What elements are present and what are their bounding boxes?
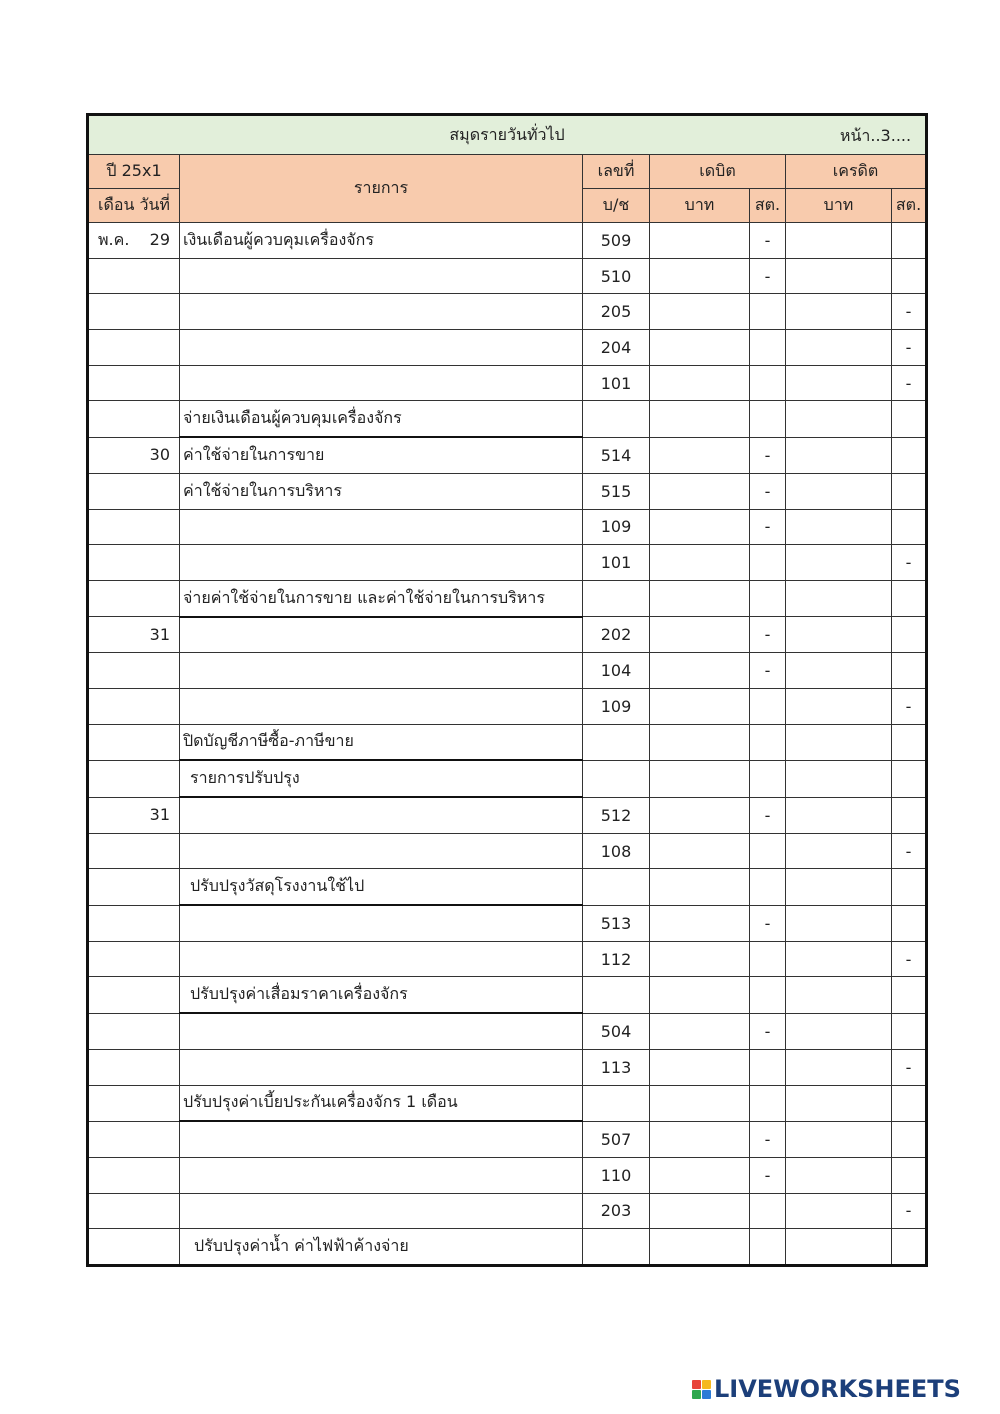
description-cell <box>180 688 583 724</box>
liveworksheets-logo <box>692 1375 961 1403</box>
credit-satang-cell: - <box>892 365 927 401</box>
account-ref-cell: 504 <box>583 1013 650 1049</box>
debit-baht-cell[interactable] <box>650 869 750 905</box>
brand-name: LIVEWORKSHEETS <box>714 1375 961 1403</box>
date-cell <box>88 869 180 905</box>
credit-satang-cell <box>892 258 927 294</box>
account-ref-cell: 109 <box>583 509 650 545</box>
credit-satang-cell <box>892 797 927 833</box>
account-ref-cell: 110 <box>583 1157 650 1193</box>
debit-baht-cell[interactable] <box>650 617 750 653</box>
debit-baht-cell[interactable] <box>650 294 750 330</box>
credit-header: เครดิต <box>786 155 927 189</box>
debit-satang-cell <box>750 1229 786 1266</box>
journal-row <box>88 941 927 977</box>
debit-baht-cell[interactable] <box>650 258 750 294</box>
credit-satang-cell <box>892 617 927 653</box>
date-cell <box>88 437 180 473</box>
debit-satang-cell <box>750 330 786 366</box>
credit-satang-cell <box>892 509 927 545</box>
debit-satang-cell <box>750 580 786 616</box>
debit-satang-cell <box>750 1049 786 1085</box>
debit-satang-cell <box>750 760 786 797</box>
date-cell <box>88 545 180 581</box>
credit-satang-cell: - <box>892 833 927 869</box>
credit-baht-cell[interactable] <box>786 258 892 294</box>
account-ref-cell <box>583 977 650 1013</box>
credit-satang-cell <box>892 1121 927 1157</box>
debit-baht-cell[interactable] <box>650 1157 750 1193</box>
debit-baht-cell[interactable] <box>650 724 750 760</box>
credit-baht-cell[interactable] <box>786 724 892 760</box>
credit-satang-cell <box>892 760 927 797</box>
credit-satang-cell <box>892 401 927 437</box>
account-ref-cell: 510 <box>583 258 650 294</box>
debit-satang-cell <box>750 941 786 977</box>
debit-baht-cell[interactable] <box>650 653 750 689</box>
description-cell <box>180 653 583 689</box>
journal-row <box>88 401 927 437</box>
credit-baht-cell[interactable] <box>786 617 892 653</box>
date-cell <box>88 617 180 653</box>
credit-baht-cell[interactable] <box>786 509 892 545</box>
account-ref-cell <box>583 724 650 760</box>
description-cell <box>180 833 583 869</box>
debit-satang-cell: - <box>750 905 786 941</box>
account-ref-cell <box>583 1085 650 1121</box>
description-cell: จ่ายค่าใช้จ่ายในการขาย และค่าใช้จ่ายในการบริหาร <box>180 580 583 616</box>
journal-row <box>88 653 927 689</box>
journal-row <box>88 365 927 401</box>
credit-satang-cell <box>892 905 927 941</box>
month: พ.ค. <box>98 230 130 250</box>
credit-baht-cell[interactable] <box>786 797 892 833</box>
debit-baht-cell[interactable] <box>650 365 750 401</box>
debit-baht-cell[interactable] <box>650 1121 750 1157</box>
journal-row <box>88 905 927 941</box>
credit-satang-cell <box>892 1157 927 1193</box>
description-cell <box>180 509 583 545</box>
journal-row <box>88 1229 927 1266</box>
account-ref-cell: 202 <box>583 617 650 653</box>
debit-satang-cell <box>750 977 786 1013</box>
journal-body <box>88 223 927 1266</box>
credit-baht-cell[interactable] <box>786 1013 892 1049</box>
credit-baht-cell[interactable] <box>786 1229 892 1266</box>
account-ref-cell <box>583 1229 650 1266</box>
date-cell <box>88 473 180 509</box>
date-cell <box>88 941 180 977</box>
debit-satang-cell <box>750 724 786 760</box>
journal-row <box>88 688 927 724</box>
debit-satang-cell: - <box>750 1157 786 1193</box>
debit-satang-cell <box>750 545 786 581</box>
debit-satang-header: สต. <box>750 189 786 223</box>
date-cell <box>88 1013 180 1049</box>
description-cell: ปรับปรุงค่าน้ำ ค่าไฟฟ้าค้างจ่าย <box>180 1229 583 1266</box>
date-cell <box>88 1121 180 1157</box>
debit-satang-cell: - <box>750 1013 786 1049</box>
debit-satang-cell: - <box>750 509 786 545</box>
day: 30 <box>149 445 170 465</box>
date-cell <box>88 258 180 294</box>
account-ref-cell <box>583 580 650 616</box>
credit-baht-cell[interactable] <box>786 688 892 724</box>
credit-satang-cell: - <box>892 1193 927 1229</box>
credit-baht-cell[interactable] <box>786 365 892 401</box>
date-cell <box>88 330 180 366</box>
day: 31 <box>149 805 170 825</box>
description-cell <box>180 797 583 833</box>
date-cell <box>88 1193 180 1229</box>
journal-row <box>88 223 927 259</box>
credit-satang-cell <box>892 223 927 259</box>
description-cell <box>180 365 583 401</box>
journal-row <box>88 760 927 797</box>
journal-row <box>88 258 927 294</box>
credit-baht-cell[interactable] <box>786 941 892 977</box>
account-ref-cell: 104 <box>583 653 650 689</box>
account-ref-cell: 509 <box>583 223 650 259</box>
credit-satang-cell <box>892 580 927 616</box>
debit-satang-cell <box>750 401 786 437</box>
credit-baht-cell[interactable] <box>786 545 892 581</box>
description-cell: ปิดบัญชีภาษีซื้อ-ภาษีขาย <box>180 724 583 760</box>
credit-satang-cell: - <box>892 330 927 366</box>
journal-row <box>88 724 927 760</box>
description-cell <box>180 1157 583 1193</box>
account-ref-cell: 515 <box>583 473 650 509</box>
credit-baht-cell[interactable] <box>786 833 892 869</box>
debit-baht-cell[interactable] <box>650 760 750 797</box>
date-cell <box>88 509 180 545</box>
credit-satang-cell <box>892 437 927 473</box>
debit-baht-cell[interactable] <box>650 1013 750 1049</box>
credit-baht-cell[interactable] <box>786 437 892 473</box>
credit-baht-cell[interactable] <box>786 1121 892 1157</box>
day: 31 <box>149 624 170 644</box>
debit-satang-cell <box>750 833 786 869</box>
date-cell <box>88 833 180 869</box>
journal-row <box>88 294 927 330</box>
credit-baht-cell[interactable] <box>786 1085 892 1121</box>
debit-baht-header: บาท <box>650 189 750 223</box>
date-cell <box>88 401 180 437</box>
credit-baht-cell[interactable] <box>786 401 892 437</box>
description-cell: จ่ายเงินเดือนผู้ควบคุมเครื่องจักร <box>180 401 583 437</box>
account-ref-cell: 113 <box>583 1049 650 1085</box>
date-cell <box>88 688 180 724</box>
general-journal-table <box>86 113 928 1267</box>
date-cell <box>88 977 180 1013</box>
logo-mark-icon <box>692 1380 711 1399</box>
journal-row <box>88 1157 927 1193</box>
journal-row <box>88 977 927 1013</box>
debit-satang-cell <box>750 688 786 724</box>
credit-baht-cell[interactable] <box>786 977 892 1013</box>
account-ref-cell: 101 <box>583 545 650 581</box>
description-cell <box>180 617 583 653</box>
description-cell <box>180 1049 583 1085</box>
date-cell <box>88 905 180 941</box>
credit-satang-cell <box>892 1229 927 1266</box>
journal-row <box>88 330 927 366</box>
debit-baht-cell[interactable] <box>650 977 750 1013</box>
description-cell: ปรับปรุงค่าเบี้ยประกันเครื่องจักร 1 เดือน <box>180 1085 583 1121</box>
journal-row <box>88 509 927 545</box>
description-cell <box>180 294 583 330</box>
date-cell <box>88 1229 180 1266</box>
debit-baht-cell[interactable] <box>650 223 750 259</box>
date-cell <box>88 1085 180 1121</box>
description-cell <box>180 905 583 941</box>
debit-baht-cell[interactable] <box>650 797 750 833</box>
debit-satang-cell <box>750 365 786 401</box>
date-cell <box>88 760 180 797</box>
journal-row <box>88 545 927 581</box>
account-ref-cell: 514 <box>583 437 650 473</box>
credit-baht-cell[interactable] <box>786 653 892 689</box>
journal-row <box>88 1013 927 1049</box>
date-cell <box>88 724 180 760</box>
month-day-header: เดือน วันที่ <box>88 189 180 223</box>
credit-satang-cell: - <box>892 294 927 330</box>
credit-baht-cell[interactable] <box>786 330 892 366</box>
debit-baht-cell[interactable] <box>650 509 750 545</box>
description-cell <box>180 545 583 581</box>
account-ref-cell: 513 <box>583 905 650 941</box>
description-cell: ค่าใช้จ่ายในการขาย <box>180 437 583 473</box>
credit-baht-cell[interactable] <box>786 869 892 905</box>
description-cell: รายการปรับปรุง <box>180 760 583 797</box>
account-ref-cell: 204 <box>583 330 650 366</box>
debit-satang-cell: - <box>750 1121 786 1157</box>
credit-baht-cell[interactable] <box>786 223 892 259</box>
journal-row <box>88 1193 927 1229</box>
debit-baht-cell[interactable] <box>650 1085 750 1121</box>
journal-row <box>88 797 927 833</box>
date-cell <box>88 580 180 616</box>
description-cell <box>180 1121 583 1157</box>
credit-satang-cell: - <box>892 688 927 724</box>
journal-row <box>88 833 927 869</box>
debit-baht-cell[interactable] <box>650 941 750 977</box>
debit-baht-cell[interactable] <box>650 688 750 724</box>
debit-baht-cell[interactable] <box>650 473 750 509</box>
account-ref-cell: 203 <box>583 1193 650 1229</box>
title-cell <box>88 115 927 155</box>
account-ref-cell: 205 <box>583 294 650 330</box>
debit-satang-cell: - <box>750 258 786 294</box>
debit-satang-cell <box>750 1085 786 1121</box>
journal-row <box>88 580 927 616</box>
description-cell: ปรับปรุงวัสดุโรงงานใช้ไป <box>180 869 583 905</box>
debit-baht-cell[interactable] <box>650 545 750 581</box>
debit-satang-cell: - <box>750 473 786 509</box>
credit-satang-cell <box>892 473 927 509</box>
date-cell <box>88 1157 180 1193</box>
credit-baht-cell[interactable] <box>786 580 892 616</box>
debit-baht-cell[interactable] <box>650 905 750 941</box>
description-cell <box>180 330 583 366</box>
journal-row <box>88 473 927 509</box>
debit-header: เดบิต <box>650 155 786 189</box>
description-cell <box>180 1013 583 1049</box>
account-ref-cell <box>583 401 650 437</box>
account-ref-cell: 507 <box>583 1121 650 1157</box>
account-ref-cell: 101 <box>583 365 650 401</box>
description-cell <box>180 1193 583 1229</box>
journal-row <box>88 1049 927 1085</box>
debit-baht-cell[interactable] <box>650 1229 750 1266</box>
credit-baht-cell[interactable] <box>786 1193 892 1229</box>
journal-row <box>88 1085 927 1121</box>
ref-header-bottom: บ/ช <box>583 189 650 223</box>
credit-baht-cell[interactable] <box>786 1157 892 1193</box>
credit-satang-cell: - <box>892 1049 927 1085</box>
day: 29 <box>149 230 170 250</box>
credit-satang-cell: - <box>892 941 927 977</box>
debit-satang-cell <box>750 869 786 905</box>
debit-satang-cell <box>750 294 786 330</box>
credit-baht-header: บาท <box>786 189 892 223</box>
credit-satang-cell <box>892 724 927 760</box>
debit-baht-cell[interactable] <box>650 401 750 437</box>
title-row <box>88 115 927 155</box>
description-cell: ปรับปรุงค่าเสื่อมราคาเครื่องจักร <box>180 977 583 1013</box>
date-cell <box>88 223 180 259</box>
account-ref-cell: 512 <box>583 797 650 833</box>
debit-satang-cell: - <box>750 617 786 653</box>
debit-satang-cell: - <box>750 797 786 833</box>
journal-row <box>88 1121 927 1157</box>
debit-baht-cell[interactable] <box>650 580 750 616</box>
credit-satang-cell <box>892 1013 927 1049</box>
description-cell: เงินเดือนผู้ควบคุมเครื่องจักร <box>180 223 583 259</box>
journal-row <box>88 617 927 653</box>
credit-baht-cell[interactable] <box>786 760 892 797</box>
date-cell <box>88 1049 180 1085</box>
account-ref-cell <box>583 869 650 905</box>
debit-satang-cell: - <box>750 653 786 689</box>
credit-satang-cell <box>892 977 927 1013</box>
description-cell: ค่าใช้จ่ายในการบริหาร <box>180 473 583 509</box>
credit-baht-cell[interactable] <box>786 905 892 941</box>
debit-satang-cell: - <box>750 223 786 259</box>
account-ref-cell: 109 <box>583 688 650 724</box>
date-cell <box>88 797 180 833</box>
page-number: หน้า..3.... <box>839 126 912 145</box>
ref-header-top: เลขที่ <box>583 155 650 189</box>
credit-satang-cell <box>892 653 927 689</box>
debit-baht-cell[interactable] <box>650 1049 750 1085</box>
debit-satang-cell <box>750 1193 786 1229</box>
credit-satang-cell <box>892 1085 927 1121</box>
description-cell <box>180 258 583 294</box>
credit-baht-cell[interactable] <box>786 473 892 509</box>
header-row-1 <box>88 155 927 189</box>
account-ref-cell <box>583 760 650 797</box>
journal-row <box>88 869 927 905</box>
journal-row <box>88 437 927 473</box>
credit-baht-cell[interactable] <box>786 1049 892 1085</box>
year-header: ปี 25x1 <box>88 155 180 189</box>
credit-satang-header: สต. <box>892 189 927 223</box>
credit-satang-cell: - <box>892 545 927 581</box>
debit-satang-cell: - <box>750 437 786 473</box>
credit-baht-cell[interactable] <box>786 294 892 330</box>
credit-satang-cell <box>892 869 927 905</box>
debit-baht-cell[interactable] <box>650 1193 750 1229</box>
account-ref-cell: 112 <box>583 941 650 977</box>
debit-baht-cell[interactable] <box>650 330 750 366</box>
debit-baht-cell[interactable] <box>650 437 750 473</box>
debit-baht-cell[interactable] <box>650 833 750 869</box>
date-cell <box>88 365 180 401</box>
description-header: รายการ <box>180 155 583 223</box>
journal-title: สมุดรายวันทั่วไป <box>449 124 565 144</box>
account-ref-cell: 108 <box>583 833 650 869</box>
date-cell <box>88 653 180 689</box>
date-cell <box>88 294 180 330</box>
description-cell <box>180 941 583 977</box>
